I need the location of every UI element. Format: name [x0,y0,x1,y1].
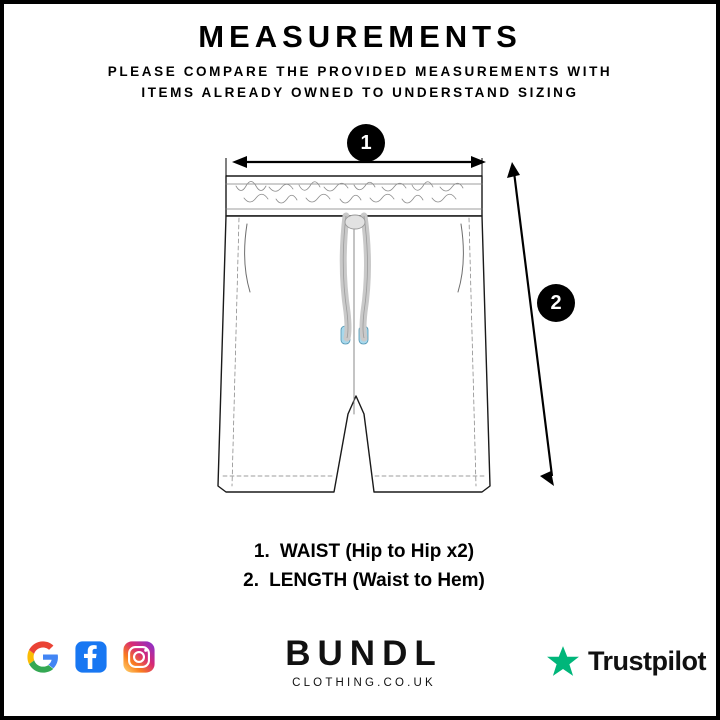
badge-waist: 1 [347,124,385,162]
footer [4,614,720,708]
brand-domain: CLOTHING.CO.UK [292,677,436,689]
shorts-diagram [4,114,720,524]
header-subtitle-line-1: PLEASE COMPARE THE PROVIDED MEASUREMENTS WITH [107,64,613,80]
legend-item-waist [4,538,720,567]
trustpilot-star-icon [546,644,580,678]
trustpilot-badge[interactable] [546,644,706,678]
length-measure-arrow [514,172,552,476]
header-subtitle-line-2: ITEMS ALREADY OWNED TO UNDERSTAND SIZING [141,85,579,101]
header [4,20,716,104]
page-title: MEASUREMENTS [198,19,522,54]
header-subtitle [4,62,716,104]
legend-label-2: LENGTH (Waist to Hem) [269,569,485,591]
legend-label-1: WAIST (Hip to Hip x2) [279,541,475,562]
shorts-technical-drawing [4,114,720,524]
trustpilot-label: Trustpilot [588,645,706,676]
badge-length: 2 [537,284,575,322]
legend-number-2: 2. [243,569,260,591]
legend-number-1: 1. [253,541,270,562]
measurement-legend [4,538,720,595]
legend-item-length [4,567,720,596]
brand-name: BUNDL [285,634,443,673]
